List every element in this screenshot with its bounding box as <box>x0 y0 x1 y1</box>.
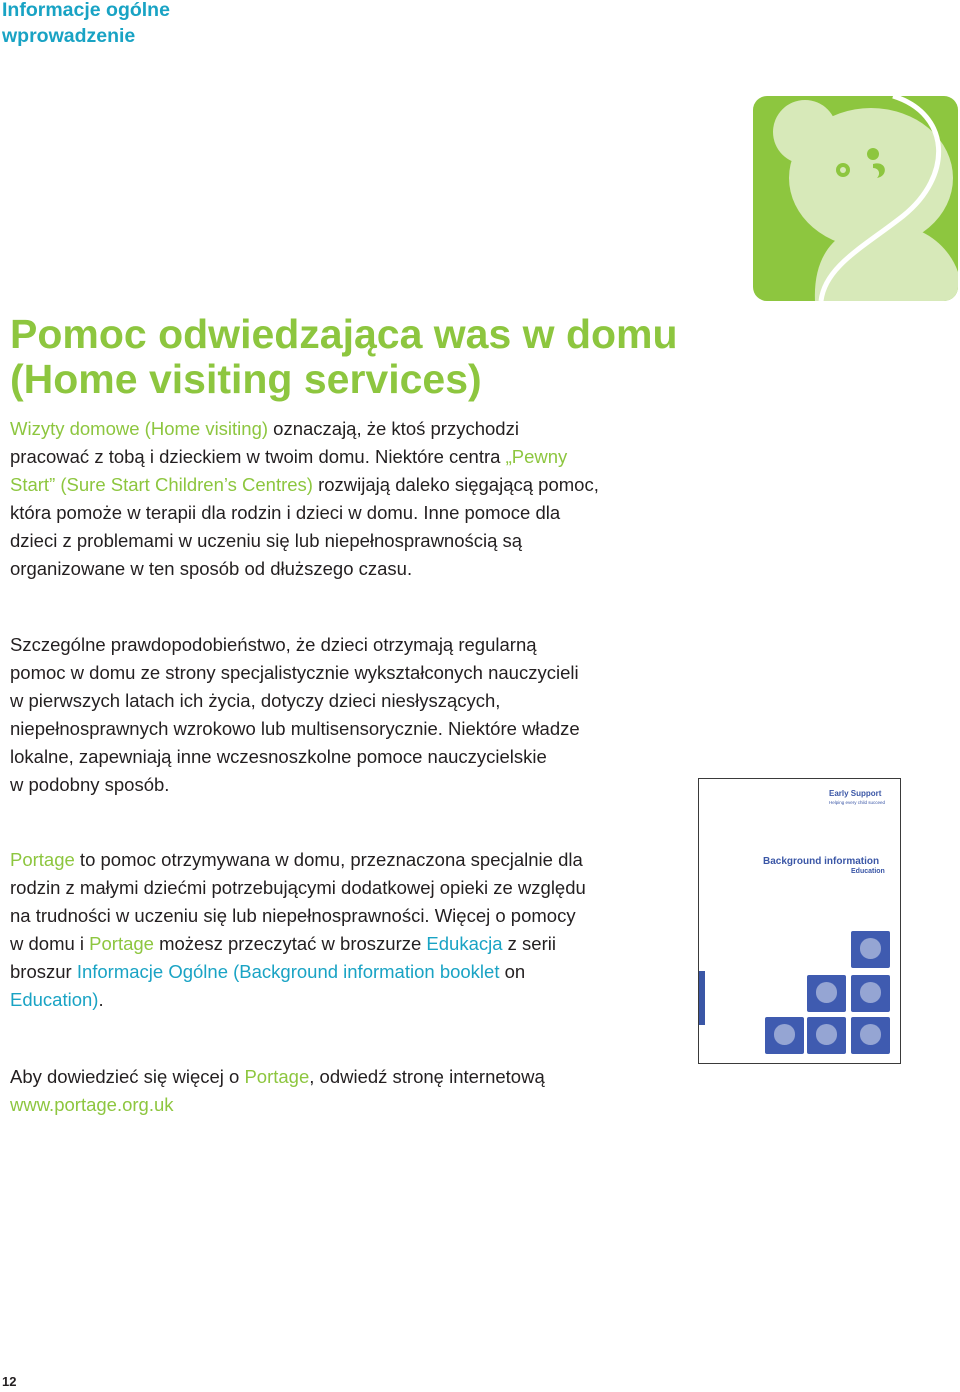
portage-website-link[interactable]: www.portage.org.uk <box>10 1094 174 1115</box>
paragraph-line: Szczególne prawdopodobieństwo, że dzieci otrzymają regularną <box>10 634 537 655</box>
term-edukacja: Edukacja <box>426 933 503 954</box>
page-number: 12 <box>2 1374 17 1389</box>
booklet-tile-icon <box>807 1017 846 1054</box>
booklet-topic: Education <box>851 868 885 875</box>
booklet-tile-icon <box>851 1017 890 1054</box>
term-background-information: Informacje Ogólne (Background information booklet <box>76 961 500 982</box>
booklet-side-bar <box>699 971 705 1025</box>
term-home-visiting: Wizyty domowe (Home visiting) <box>10 418 269 439</box>
booklet-title: Background information <box>763 856 880 867</box>
section-header-line1: Informacje ogólne <box>2 0 170 21</box>
paragraph-line: w pierwszych latach ich życia, dotyczy dzieci niesłyszących, <box>10 690 501 711</box>
term-portage: Portage <box>10 849 75 870</box>
section-header <box>2 0 170 49</box>
booklet-series-title: Early Support <box>829 789 882 798</box>
page-title <box>10 312 678 402</box>
paragraph-line: niepełnosprawnych wzrokowo lub multisensorycznie. Niektóre władze <box>10 718 580 739</box>
paragraph-home-visiting: Wizyty domowe (Home visiting) oznaczają, że ktoś przychodzi pracować z tobą i dzieckiem w twoim domu. Niektóre centra „Pewny Start” (Sure Start Children’s Centres) rozwijają daleko sięgającą pomoc, która pomoże w terapii dla rodzin i dzieci w domu. Inne pomoce dla dzieci z problemami w uczeniu się lub niepełnosprawnością są organizowane w ten sposób od dłuższego czasu. <box>10 418 599 579</box>
term-sure-start: Start” (Sure Start Children’s Centres) <box>10 474 313 495</box>
booklet-tile-icon <box>851 975 890 1012</box>
paragraph-portage-website: Aby dowiedzieć się więcej o Portage, odwiedź stronę internetową www.portage.org.uk <box>10 1066 545 1115</box>
booklet-tile-icon <box>765 1017 804 1054</box>
teddy-bear-logo-icon <box>753 96 958 301</box>
term-pewny: „Pewny <box>505 446 568 467</box>
booklet-subtitle: Helping every child succeed <box>829 800 886 805</box>
booklet-tile-icon <box>851 931 890 968</box>
booklet-cover-image <box>698 778 901 1064</box>
booklet-tile-icon <box>807 975 846 1012</box>
page-title-line1: Pomoc odwiedzająca was w domu <box>10 311 678 357</box>
page-title-line2: (Home visiting services) <box>10 356 482 402</box>
paragraph-line: w podobny sposób. <box>10 774 170 795</box>
paragraph-line: pomoc w domu ze strony specjalistycznie wykształconych nauczycieli <box>10 662 579 683</box>
paragraph-specialist-teachers <box>10 631 580 799</box>
paragraph-portage: Portage to pomoc otrzymywana w domu, przeznaczona specjalnie dla rodzin z małymi dziećmi potrzebującymi dodatkowej opieki ze względu na trudności w uczeniu się lub niepełnosprawności. Więcej o pomocy w domu i Portage możesz przeczytać w broszurze Edukacja z serii broszur Informacje Ogólne (Background information booklet on Education). <box>10 849 586 1010</box>
term-portage: Portage <box>244 1066 310 1087</box>
section-header-line2: wprowadzenie <box>2 25 136 47</box>
paragraph-line: lokalne, zapewniają inne wczesnoszkolne pomoce nauczycielskie <box>10 746 547 767</box>
term-education: Education) <box>10 989 99 1010</box>
term-portage: Portage <box>89 933 154 954</box>
